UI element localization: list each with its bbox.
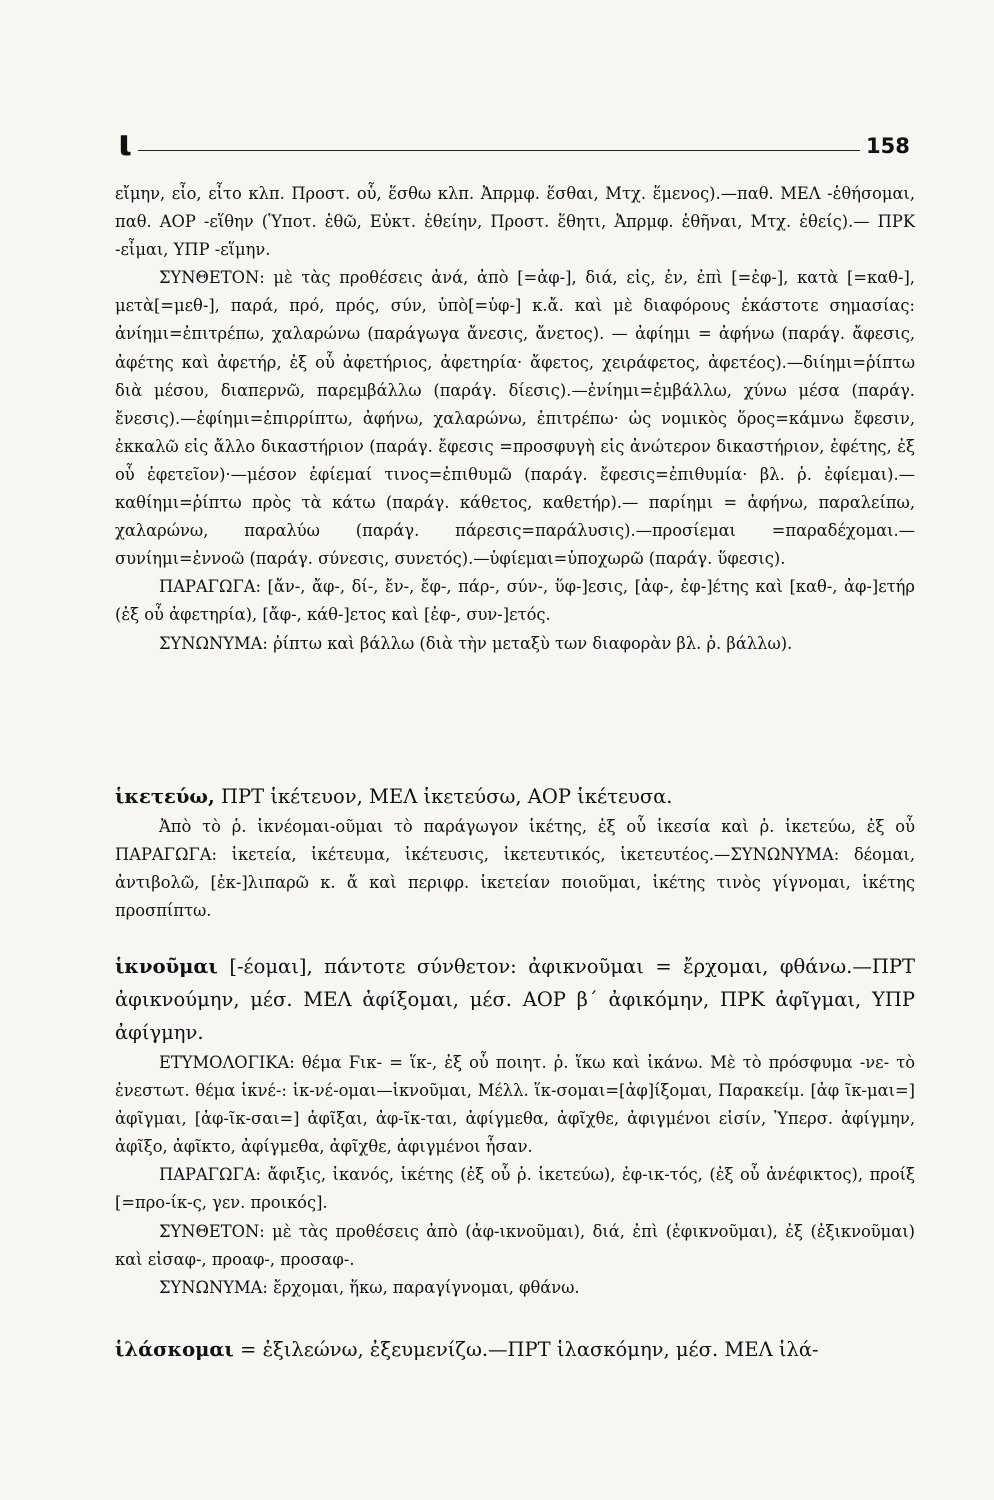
entry-hiknoumai	[115, 950, 915, 1302]
lemma-forms: = ἐξιλεώνω, ἐξευμενίζω.—ΠΡΤ ἱλασκόμην, μέσ. ΜΕΛ ἱλά-	[240, 1338, 819, 1361]
entry-paragraph-syntheton: ΣΥΝΘΕΤΟΝ: μὲ τὰς προθέσεις ἀπὸ (ἀφ-ικνοῦμαι), διά, ἐπὶ (ἐφικνοῦμαι), ἐξ (ἐξικνοῦμαι) καὶ εἰσαφ-, προαφ-, προσαφ-.	[115, 1221, 915, 1269]
entry-hilaskomai	[115, 1333, 915, 1366]
entry-paragraph-syntheton: ΣΥΝΘΕΤΟΝ: μὲ τὰς προθέσεις ἀνά, ἀπὸ [=ἀφ-], διά, εἰς, ἐν, ἐπὶ [=ἐφ-], κατὰ [=καθ-], μετὰ[=μεθ-], παρά, πρό, πρός, σύν, ὑπὸ[=ὑφ-] κ.ἄ. καὶ μὲ διαφόρους ἑκάστοτε σημασίας: ἀνίημι=ἐπιτρέπω, χαλαρώνω (παράγωγα ἄνεσις, ἄνετος). — ἀφίημι = ἀφήνω (παράγ. ἄφεσις, ἀφέτης καὶ ἀφετήρ, ἐξ οὗ ἀφετήριος, ἀφετηρία· ἄφετος, χειράφετος, ἀφετέος).—διίημι=ῥίπτω διὰ μέσου, διαπερνῶ, παρεμβάλλω (παράγ. δίεσις).—ἐνίημι=ἐμβάλλω, χύνω μέσα (παράγ. ἔνεσις).—ἐφίημι=ἐπιρρίπτω, ἀφήνω, χαλαρώνω, ἐπιτρέπω· ὡς νομικὸς ὅρος=κάμνω ἔφεσιν, ἐκκαλῶ εἰς ἄλλο δικαστήριον (παράγ. ἔφεσις =προσφυγὴ εἰς ἀνώτερον δικαστήριον, ἐφέτης, ἐξ οὗ ἐφετεῖον)·—μέσον ἐφίεμαί τινος=ἐπιθυμῶ (παράγ. ἔφεσις=ἐπιθυμία· βλ. ῥ. ἐφίεμαι).—καθίημι=ῥίπτω πρὸς τὰ κάτω (παράγ. κάθετος, καθετήρ).— παρίημι = ἀφήνω, παραλείπω, χαλαρώνω, παραλύω (παράγ. πάρεσις=παράλυσις).—προσίεμαι =παραδέχομαι.—συνίημι=ἐννοῶ (παράγ. σύνεσις, συνετός).—ὑφίεμαι=ὑποχωρῶ (παράγ. ὕφεσις).	[115, 268, 915, 569]
entry-paragraph-synonyma: ΣΥΝΩΝΥΜΑ: ῥίπτω καὶ βάλλω (διὰ τὴν μεταξὺ των διαφορὰν βλ. ῥ. βάλλω).	[159, 633, 793, 653]
section-letter: ι	[118, 123, 133, 164]
header-rule	[138, 150, 860, 151]
entry-paragraph: εἴμην, εἶο, εἶτο κλπ. Προστ. οὗ, ἕσθω κλπ. Ἀπρμφ. ἕσθαι, Μτχ. ἕμενος).—παθ. ΜΕΛ -ἑθήσομαι, παθ. ΑΟΡ -εἵθην (Ὑποτ. ἑθῶ, Εὐκτ. ἑθείην, Προστ. ἕθητι, Ἀπρμφ. ἑθῆναι, Μτχ. ἑθείς).— ΠΡΚ -εἶμαι, ΥΠΡ -εἵμην.	[115, 184, 915, 260]
entry-paragraph-etymologika: ΕΤΥΜΟΛΟΓΙΚΑ: θέμα Ϝικ- = ἵκ-, ἐξ οὗ ποιητ. ῥ. ἵκω καὶ ἱκάνω. Μὲ τὸ πρόσφυμα -νε- τὸ ἐνεστωτ. θέμα ἱκνέ-: ἱκ-νέ-ομαι—ἱκνοῦμαι, Μέλλ. ἵκ-σομαι=[ἀφ]ίξομαι, Παρακείμ. [ἀφ ῖκ-μαι=] ἀφῖγμαι, [ἀφ-ῖκ-σαι=] ἀφῖξαι, ἀφ-ῖκ-ται, ἀφίγμεθα, ἀφῖχθε, ἀφιγμένοι εἰσίν, Ὑπερσ. ἀφίγμην, ἀφῖξο, ἀφῖκτο, ἀφίγμεθα, ἀφῖχθε, ἀφιγμένοι ἦσαν.	[115, 1053, 915, 1157]
lemma: ἱκνοῦμαι	[115, 955, 218, 978]
entry-paragraph: Ἀπὸ τὸ ῥ. ἱκνέομαι-οῦμαι τὸ παράγωγον ἱκέτης, ἐξ οὗ ἱκεσία καὶ ῥ. ἱκετεύω, ἐξ οὗ ΠΑΡΑΓΩΓΑ: ἱκετεία, ἱκέτευμα, ἱκέτευσις, ἱκετευτικός, ἱκετευτέος.—ΣΥΝΩΝΥΜΑ: δέομαι, ἀντιβολῶ, [ἐκ-]λιπαρῶ κ. ἄ καὶ περιφρ. ἱκετείαν ποιοῦμαι, ἱκέτης τινὸς γίγνομαι, ἱκέτης προσπίπτω.	[115, 817, 915, 921]
lemma-forms: ΠΡΤ ἱκέτευον, ΜΕΛ ἱκετεύσω, ΑΟΡ ἱκέτευσα.	[220, 785, 673, 808]
entry-hiemi-continuation	[115, 180, 915, 658]
entry-paragraph-synonyma: ΣΥΝΩΝΥΜΑ: ἔρχομαι, ἥκω, παραγίγνομαι, φθάνω.	[159, 1277, 580, 1297]
page-number: 158	[866, 134, 910, 158]
entry-iketeuo	[115, 780, 915, 925]
lemma-line	[115, 1333, 915, 1366]
entry-paragraph-paragoga: ΠΑΡΑΓΩΓΑ: ἄφιξις, ἱκανός, ἱκέτης (ἐξ οὗ ῥ. ἱκετεύω), ἐφ-ικ-τός, (ἐξ οὗ ἀνέφικτος), προίξ [=προ-ίκ-ς, γεν. προικός].	[115, 1165, 915, 1213]
entry-paragraph-paragoga: ΠΑΡΑΓΩΓΑ: [ἄν-, ἄφ-, δί-, ἔν-, ἔφ-, πάρ-, σύν-, ὕφ-]εσις, [ἀφ-, ἐφ-]έτης καὶ [καθ-, ἀφ-]ετήρ (ἐξ οὗ ἀφετηρία), [ἄφ-, κάθ-]ετος καὶ [ἐφ-, συν-]ετός.	[115, 577, 915, 625]
lemma: ἱκετεύω,	[115, 785, 215, 808]
lemma: ἱλάσκομαι	[115, 1338, 234, 1361]
lemma-line	[115, 780, 915, 813]
lemma-line	[115, 950, 915, 1049]
lemma-forms: [-έομαι], πάντοτε σύνθετον: ἀφικνοῦμαι = ἔρχομαι, φθάνω.—ΠΡΤ ἀφικνούμην, μέσ. ΜΕΛ ἀφίξομαι, μέσ. ΑΟΡ β΄ ἀφικόμην, ΠΡΚ ἀφῖγμαι, ΥΠΡ ἀφίγμην.	[115, 955, 915, 1044]
